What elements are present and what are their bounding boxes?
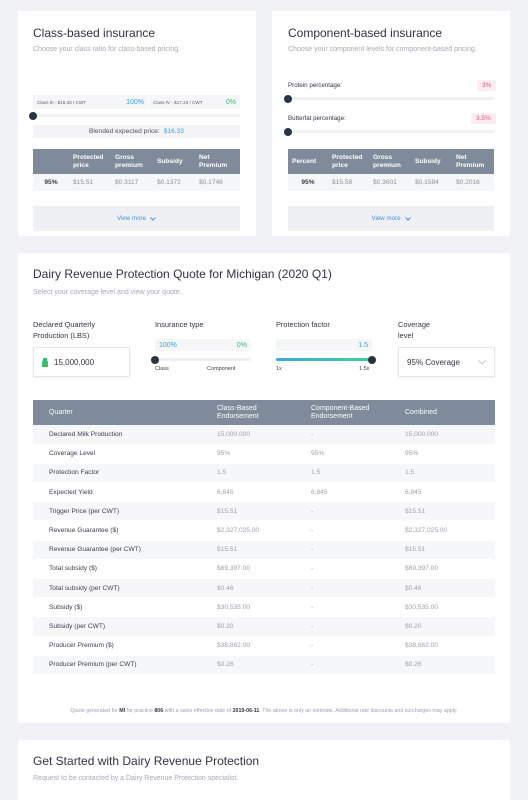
chevron-down-icon: [150, 217, 156, 221]
quote-table-header: Combined: [399, 400, 495, 425]
component-table-header: Protected price: [328, 149, 369, 174]
disclaimer-text: for practice: [126, 708, 153, 714]
insurance-type-class-label: Class: [155, 366, 169, 372]
quote-cell: $69,397.00: [399, 559, 495, 578]
quote-cell: 95%: [305, 444, 399, 463]
quote-cell: $38,862.00: [211, 636, 305, 655]
quote-cell: $2,327,025.00: [399, 521, 495, 540]
class-iii-value: 100%: [126, 98, 144, 106]
component-table-header: Gross premium: [369, 149, 411, 174]
quote-cell: -: [305, 617, 399, 636]
protection-factor-chip: [276, 339, 372, 351]
quote-row-label: Subsidy (per CWT): [33, 617, 211, 636]
table-row: [33, 579, 495, 598]
quote-cell: 6,845: [305, 483, 399, 502]
table-row: [33, 444, 495, 463]
quote-cell: $0.46: [399, 579, 495, 598]
table-row: [33, 655, 495, 674]
class-iii-chip: [33, 95, 148, 109]
class-iv-value: 0%: [225, 98, 236, 106]
table-row: [33, 540, 495, 559]
quote-cell: $0.26: [399, 655, 495, 674]
quote-cell: 1.5: [399, 463, 495, 482]
quote-row-label: Revenue Guarantee (per CWT): [33, 540, 211, 559]
quote-disclaimer: [18, 708, 510, 714]
class-table-cell: $0.1372: [153, 174, 195, 191]
quote-cell: 15,000,000: [211, 425, 305, 444]
quote-cell: -: [305, 559, 399, 578]
protein-slider-handle[interactable]: [284, 95, 292, 103]
quote-cell: $69,397.00: [211, 559, 305, 578]
get-started-subtitle: Request to be contacted by a Dairy Revenue Protection specialist.: [33, 775, 239, 782]
component-table-header: Net Premium: [452, 149, 494, 174]
insurance-type-slider-handle[interactable]: [151, 356, 159, 364]
protection-factor-slider-fill: [276, 358, 372, 361]
quote-card: [18, 253, 510, 723]
quote-table-header: Component-Based Endorsement: [305, 400, 399, 425]
blended-price-value: $16.33: [163, 128, 184, 135]
table-row: [33, 598, 495, 617]
table-row: [33, 425, 495, 444]
quote-row-label: Subsidy ($): [33, 598, 211, 617]
component-table-header: Subsidy: [411, 149, 452, 174]
get-started-title: Get Started with Dairy Revenue Protection: [33, 754, 260, 768]
class-table-header: Protected price: [69, 149, 111, 174]
class-table-header: Gross premium: [111, 149, 153, 174]
quote-cell: $15.51: [211, 502, 305, 521]
protection-factor-label: Protection factor: [276, 320, 330, 329]
disclaimer-text: . The above is only an estimate. Additional rate discounts and surcharges may apply.: [259, 708, 458, 714]
view-more-label: View more: [116, 215, 147, 222]
quote-subtitle: Select your coverage level and view your quote.: [33, 289, 182, 296]
quote-cell: $30,535.00: [211, 598, 305, 617]
quote-cell: -: [305, 579, 399, 598]
class-pricing-table: [33, 149, 240, 191]
class-iv-chip: [149, 95, 240, 109]
quote-cell: 15,000,000: [399, 425, 495, 444]
class-table-header: [33, 149, 69, 174]
quote-table: [33, 400, 495, 675]
blended-price-label: Blended expected price:: [89, 128, 160, 135]
component-table-cell: $0.1584: [411, 174, 452, 191]
insurance-type-chip: [155, 339, 251, 351]
insurance-type-component-label: Component: [207, 366, 236, 372]
component-card-subtitle: Choose your component levels for component-based pricing.: [288, 46, 477, 53]
protein-label: Protein percentage:: [288, 82, 343, 89]
table-row: [33, 559, 495, 578]
quote-table-header: Quarter: [33, 400, 211, 425]
component-table-cell: 95%: [288, 174, 328, 191]
class-table-cell: $0.1746: [195, 174, 240, 191]
quote-cell: -: [305, 425, 399, 444]
quote-row-label: Total subsidy ($): [33, 559, 211, 578]
insurance-type-component-value: 0%: [236, 341, 247, 349]
production-input[interactable]: [33, 347, 130, 377]
production-label: Declared Quarterly Production (LBS): [33, 320, 96, 340]
disclaimer-state: MI: [119, 708, 126, 714]
quote-row-label: Protection Factor: [33, 463, 211, 482]
class-table-header: Net Premium: [195, 149, 240, 174]
quote-row-label: Coverage Level: [33, 444, 211, 463]
quote-cell: $30,535.00: [399, 598, 495, 617]
quote-cell: $2,327,025.00: [211, 521, 305, 540]
quote-cell: $0.20: [211, 617, 305, 636]
butterfat-value-badge: 3.5%: [471, 113, 496, 124]
quote-cell: -: [305, 655, 399, 674]
quote-row-label: Revenue Guarantee ($): [33, 521, 211, 540]
protection-factor-value: 1.5: [358, 341, 368, 349]
table-row: [288, 174, 494, 191]
disclaimer-text: with a sales effective date of: [164, 708, 232, 714]
class-table-header: Subsidy: [153, 149, 195, 174]
table-row: [33, 463, 495, 482]
quote-row-label: Trigger Price (per CWT): [33, 502, 211, 521]
insurance-type-slider-track[interactable]: [155, 358, 251, 361]
get-started-card: [18, 740, 510, 800]
butterfat-slider-track[interactable]: [288, 130, 494, 133]
component-table-cell: $0.2016: [452, 174, 494, 191]
quote-table-header: Class-Based Endorsement: [211, 400, 305, 425]
table-row: [33, 521, 495, 540]
coverage-level-label: Coverage level: [398, 320, 431, 340]
quote-cell: $38,862.00: [399, 636, 495, 655]
chevron-down-icon: [478, 360, 486, 365]
insurance-type-class-value: 100%: [159, 341, 177, 349]
class-view-more-button[interactable]: [33, 206, 240, 231]
quote-cell: -: [305, 636, 399, 655]
table-row: [33, 174, 240, 191]
class-iii-label: Class III - $16.33 / CWT: [37, 99, 87, 105]
class-table-cell: $15.51: [69, 174, 111, 191]
table-row: [33, 502, 495, 521]
component-card-title: Component-based insurance: [288, 26, 443, 40]
insurance-type-label: Insurance type: [155, 320, 204, 329]
table-row: [33, 483, 495, 502]
quote-row-label: Declared Milk Production: [33, 425, 211, 444]
quote-cell: 1.5: [211, 463, 305, 482]
class-table-cell: 95%: [33, 174, 69, 191]
production-value: 15,000,000: [54, 357, 95, 367]
component-based-card: [272, 11, 510, 236]
blended-price-bar: [33, 125, 240, 138]
quote-cell: $15.51: [399, 502, 495, 521]
component-table-header: Percent: [288, 149, 328, 174]
chevron-down-icon: [405, 217, 411, 221]
disclaimer-date: 2019-06-11: [232, 708, 260, 714]
coverage-level-value: 95% Coverage: [407, 357, 460, 367]
protection-factor-max: 1.5x: [359, 366, 370, 372]
class-card-subtitle: Choose your class ratio for class-based pricing.: [33, 46, 181, 53]
disclaimer-practice: 806: [154, 708, 164, 714]
class-iv-label: Class IV - $17.23 / CWT: [153, 99, 203, 105]
view-more-label: View more: [371, 215, 401, 222]
class-based-card: [18, 11, 256, 236]
quote-title: Dairy Revenue Protection Quote for Michigan (2020 Q1): [33, 267, 332, 281]
quote-cell: $0.46: [211, 579, 305, 598]
quote-row-label: Producer Premium ($): [33, 636, 211, 655]
quote-cell: 6,845: [399, 483, 495, 502]
protein-value-badge: 3%: [477, 80, 496, 91]
component-table-cell: $0.3601: [369, 174, 411, 191]
protection-factor-slider-handle[interactable]: [368, 356, 376, 364]
quote-row-label: Producer Premium (per CWT): [33, 655, 211, 674]
butterfat-slider-handle[interactable]: [284, 128, 292, 136]
quote-cell: 6,845: [211, 483, 305, 502]
quote-cell: -: [305, 598, 399, 617]
protection-factor-min: 1x: [276, 366, 282, 372]
component-table-cell: $15.58: [328, 174, 369, 191]
table-row: [33, 617, 495, 636]
quote-cell: -: [305, 521, 399, 540]
table-row: [33, 636, 495, 655]
coverage-level-select[interactable]: [398, 347, 495, 377]
quote-cell: $0.20: [399, 617, 495, 636]
quote-cell: 95%: [399, 444, 495, 463]
butterfat-label: Butterfat percentage:: [288, 115, 346, 122]
protein-slider-track[interactable]: [288, 97, 494, 100]
class-card-title: Class-based insurance: [33, 26, 156, 40]
quote-cell: 1.5: [305, 463, 399, 482]
class-ratio-slider-track[interactable]: [33, 114, 240, 117]
class-table-cell: $0.3117: [111, 174, 153, 191]
disclaimer-text: Quote generated for: [70, 708, 118, 714]
quote-cell: $15.51: [399, 540, 495, 559]
quote-cell: -: [305, 502, 399, 521]
component-pricing-table: [288, 149, 494, 191]
quote-cell: $0.26: [211, 655, 305, 674]
milk-bottle-icon: [42, 358, 48, 367]
component-view-more-button[interactable]: [288, 206, 494, 231]
quote-row-label: Expected Yield: [33, 483, 211, 502]
quote-cell: -: [305, 540, 399, 559]
class-ratio-slider-handle[interactable]: [29, 112, 37, 120]
quote-cell: 95%: [211, 444, 305, 463]
quote-row-label: Total subsidy (per CWT): [33, 579, 211, 598]
quote-cell: $15.51: [211, 540, 305, 559]
